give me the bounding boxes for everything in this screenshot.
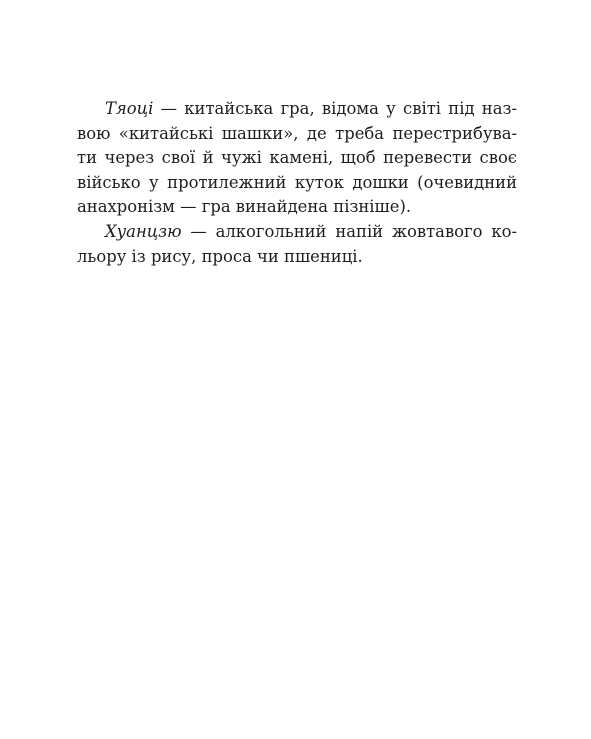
entry-huantszyu-line-1: [77, 220, 517, 245]
entry-tyaotsi-line-4: військо у протилежний куток дошки (очевидний: [77, 172, 517, 192]
term-tyaotsi: Тяоці: [105, 99, 154, 118]
entry-tyaotsi-line-3: ти через свої й чужі камені, щоб перевести своє: [77, 148, 517, 168]
entry-tyaotsi-line-2: вою «китайські шашки», де треба перестрибува-: [77, 123, 517, 143]
glossary-text: [77, 97, 517, 269]
entry-tyaotsi-line-1: [77, 97, 517, 122]
entry-huantszyu-line-2: льору із рису, проса чи пшениці.: [77, 246, 363, 266]
definition-huantszyu-part-1: — алкогольний напій жовтавого ко-: [181, 221, 517, 241]
definition-tyaotsi-part-1: — китайська гра, відома у світі під наз-: [153, 99, 517, 118]
entry-tyaotsi-line-5: анахронізм — гра винайдена пізніше).: [77, 197, 412, 217]
term-huantszyu: Хуанцзю: [105, 221, 182, 241]
